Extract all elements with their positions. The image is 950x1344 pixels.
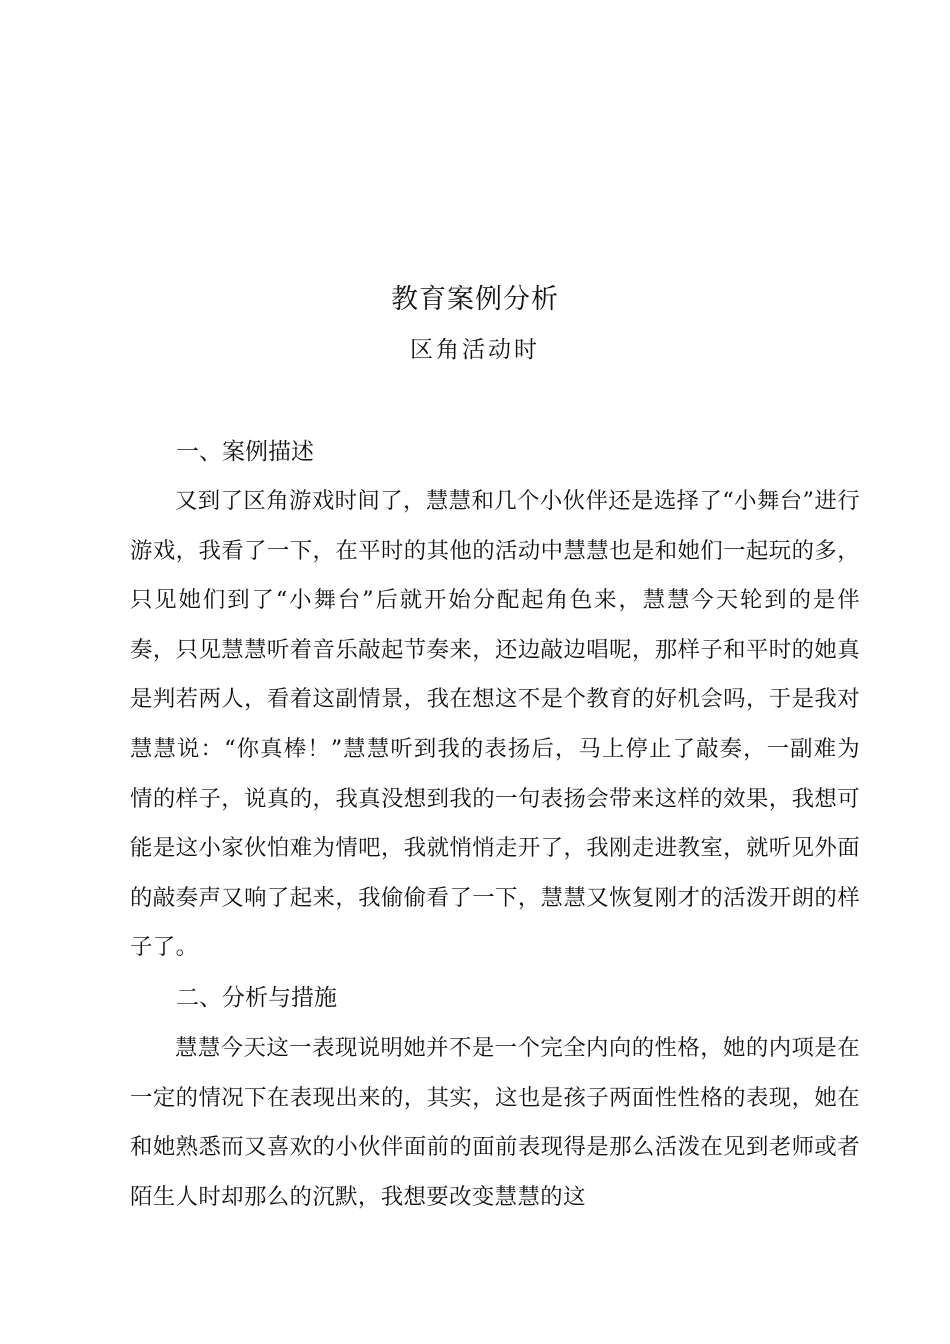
paragraph-analysis-measures: 慧慧今天这一表现说明她并不是一个完全内向的性格，她的内项是在一定的情况下在表现出来的，其实，这也是孩子两面性性格的表现，她在和她熟悉而又喜欢的小伙伴面前的面前表现得是那么活泼在见到老师或者陌生人时却那么的沉默，我想要改变慧慧的这 (130, 1035, 860, 1210)
section-heading-case-description: 一、案例描述 (176, 439, 314, 465)
paragraph-case-description: 又到了区角游戏时间了，慧慧和几个小伙伴还是选择了“小舞台”进行游戏，我看了一下，在平时的其他的活动中慧慧也是和她们一起玩的多，只见她们到了“小舞台”后就开始分配起角色来，慧慧今天轮到的是伴奏，只见慧慧听着音乐敲起节奏来，还边敲边唱呢，那样子和平时的她真是判若两人，看着这副情景，我在想这不是个教育的好机会吗，于是我对慧慧说：“你真棒！”慧慧听到我的表扬后，马上停止了敲奏，一副难为情的样子，说真的，我真没想到我的一句表扬会带来这样的效果，我想可能是这小家伙怕难为情吧，我就悄悄走开了，我刚走进教室，就听见外面的敲奏声又响了起来，我偷偷看了一下，慧慧又恢复刚才的活泼开朗的样子了。 (130, 488, 860, 961)
document-title: 教育案例分析 (391, 284, 559, 315)
document-subtitle: 区角活动时 (410, 337, 540, 363)
section-heading-analysis-measures: 二、分析与措施 (176, 985, 337, 1011)
